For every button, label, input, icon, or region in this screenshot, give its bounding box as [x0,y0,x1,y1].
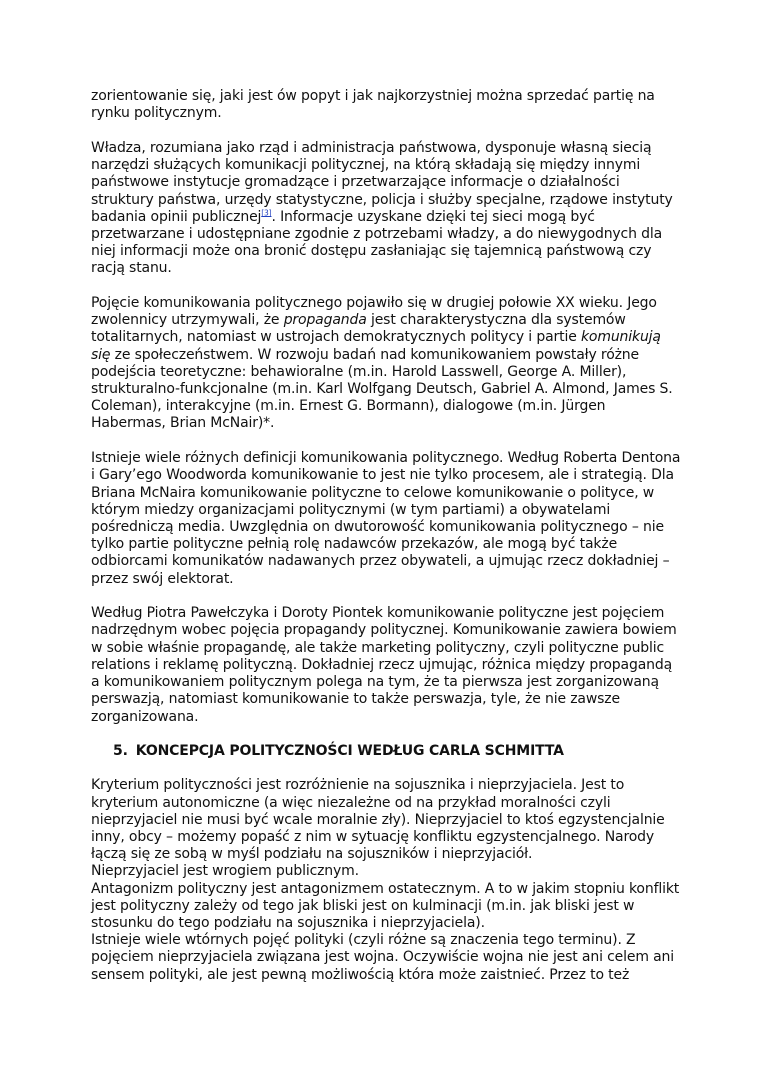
paragraph-pawelczyk-piontek: Według Piotra Pawełczyka i Doroty Piontek komunikowanie polityczne jest pojęciem nadrzędnym wobec pojęcia propagandy politycznej. Komunikowanie zawiera bowiem w sobie właśnie propagandę, ale także marketing polityczny, czyli polityczne public relations i reklamę polityczną. Dokładniej rzecz ujmując, różnica między propagandą a komunikowaniem politycznym polega na tym, że ta pierwsza jest zorganizowaną perswazją, natomiast komunikowanie to także perswazja, tyle, że nie zawsze zorganizowana. [91,605,677,725]
emphasis-propaganda: propaganda [283,312,367,329]
paragraph-text: Pojęcie komunikowania politycznego pojawiło się w drugiej połowie XX wieku. Jego zwolennicy utrzymywali, że [91,295,657,329]
paragraph-enemy-public: Nieprzyjaciel jest wrogiem publicznym. [91,863,359,880]
section-heading [91,743,681,760]
paragraph-criterion: Kryterium polityczności jest rozróżnienie na sojusznika i nieprzyjaciela. Jest to kryterium autonomiczne (a więc niezależne od na przykład moralności czyli nieprzyjaciel nie musi być wcale moralnie zły). Nieprzyjaciel to ktoś egzystencjalnie inny, obcy – możemy popaść z nim w sytuację konfliktu egzystencjalnego. Narody łączą się ze sobą w myśl podziału na sojuszników i nieprzyjaciół. [91,777,665,863]
section-number: 5. [113,743,128,760]
paragraph-definitions: Istnieje wiele różnych definicji komunikowania politycznego. Według Roberta Dentona i Gary’ego Woodworda komunikowanie to jest nie tylko procesem, ale i strategią. Dla Briana McNaira komunikowanie polityczne to celowe komunikowanie o polityce, w którym miedzy organizacjami politycznymi (w tym partiami) a obywatelami pośredniczą media. Uwzględnia on dwutorowość komunikowania politycznego – nie tylko partie polityczne pełnią rolę nadawców przekazów, ale mogą być także odbiorcami komunikatów nadawanych przez obywateli, a ujmując rzecz dokładniej – przez swój elektorat. [91,450,681,587]
paragraph-text: . Informacje uzyskane dzięki tej sieci mogą być przetwarzane i udostępniane zgodnie z potrzebami władzy, a do niewygodnych dla niej informacji może ona bronić dostępu zasłaniając się tajemnicą państwową czy racją stanu. [91,208,663,277]
paragraph-text: ze społeczeństwem. W rozwoju badań nad komunikowaniem powstały różne podejścia teoretyczne: behawioralne (m.in. Harold Lasswell, George A. Miller), strukturalno-funkcjonalne (m.in. Karl Wolfgang Deutsch, Gabriel A. Almond, James S. Coleman), interakcyjne (m.in. Ernest G. Bormann), dialogowe (m.in. Jürgen Habermas, Brian McNair)*. [91,346,673,432]
paragraph-text: Władza, rozumiana jako rząd i administracja państwowa, dysponuje własną siecią narzędzi służących komunikacji politycznej, na którą składają się między innymi państwowe instytucje gromadzące i przetwarzające informacje o działalności struktury państwa, urzędy statystyczne, policja i służby specjalne, rządowe instytuty badania opinii publicznej [91,139,673,225]
section-title: KONCEPCJA POLITYCZNOŚCI WEDŁUG CARLA SCHMITTA [135,743,564,760]
emphasis-komunikuja: komunikują się [91,329,661,363]
paragraph-state-communication [91,140,681,278]
document-page [91,88,681,984]
paragraph-text: jest charakterystyczna dla systemów totalitarnych, natomiast w ustrojach demokratycznych politycy i partie [91,312,626,346]
footnote-link[interactable]: [3] [261,208,272,218]
paragraph-secondary-concepts: Istnieje wiele wtórnych pojęć polityki (czyli różne są znaczenia tego terminu). Z pojęciem nieprzyjaciela związana jest wojna. Oczywiście wojna nie jest ani celem ani sensem polityki, ale jest pewną możliwością która może zaistnieć. Przez to też [91,932,675,983]
paragraph-antagonism: Antagonizm polityczny jest antagonizmem ostatecznym. A to w jakim stopniu konflikt jest polityczny zależy od tego jak bliski jest on kulminacji (m.in. jak bliski jest w stosunku do tego podziału na sojusznika i nieprzyjaciela). [91,880,680,932]
paragraph-concept-origin [91,295,681,433]
paragraph-intro-continuation: zorientowanie się, jaki jest ów popyt i jak najkorzystniej można sprzedać partię na rynku politycznym. [91,88,655,122]
